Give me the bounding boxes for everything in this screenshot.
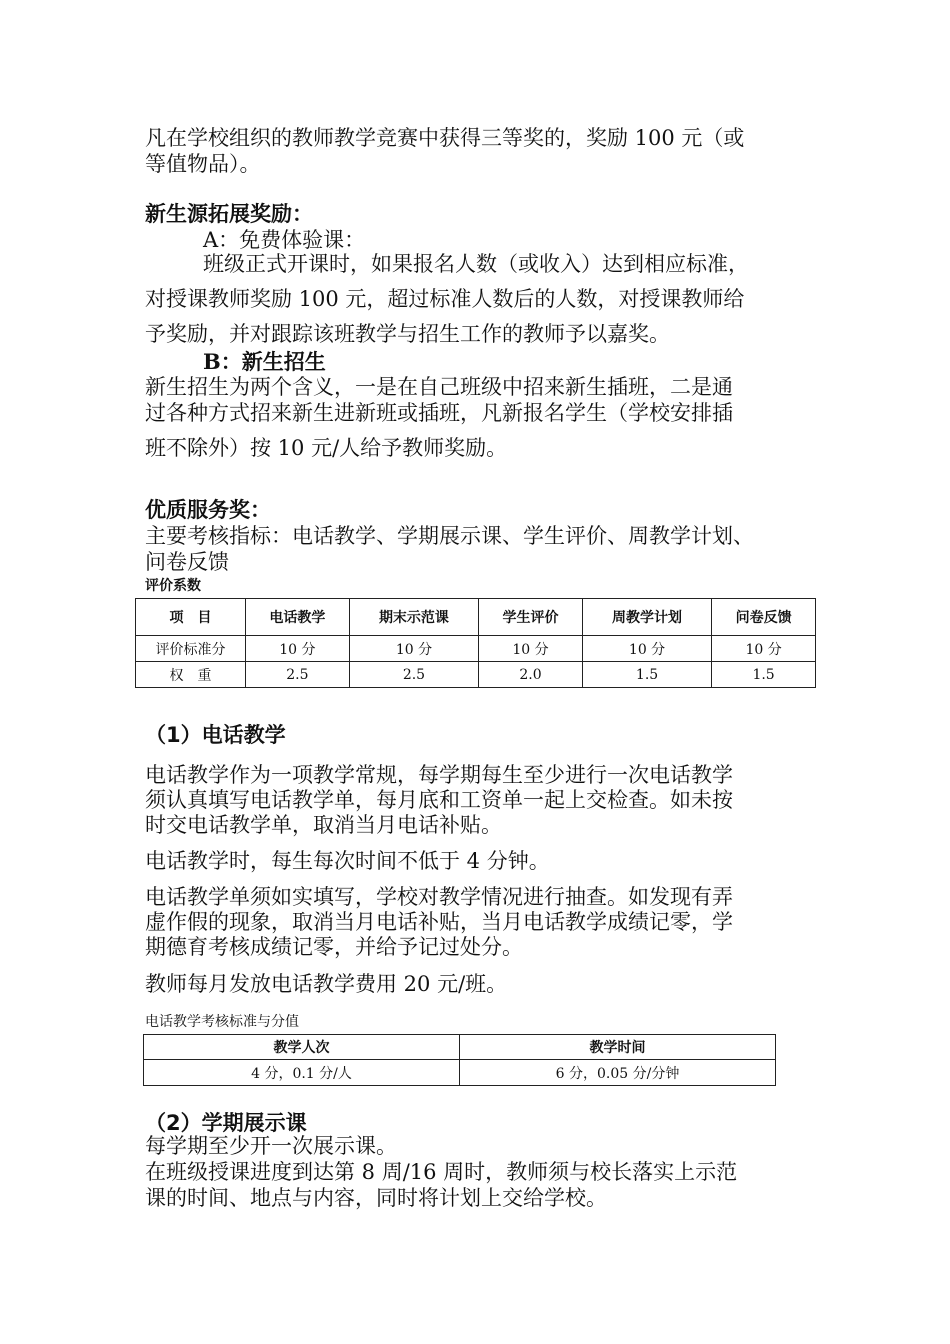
indicator-line: 主要考核指标：电话教学、学期展示课、学生评价、周教学计划、: [145, 524, 754, 548]
table-header-cell: 期末示范课: [349, 599, 478, 636]
table-cell: 10 分: [712, 636, 816, 662]
table-cell: 10 分: [349, 636, 478, 662]
phone-teaching-line: 教师每月发放电话教学费用 20 元/班。: [145, 972, 508, 996]
award-paragraph-line: 等值物品）。: [145, 152, 261, 176]
phone-teaching-table: [143, 1034, 776, 1086]
phone-teaching-line: 电话教学时，每生每次时间不低于 4 分钟。: [145, 849, 550, 873]
table-header-cell: 问卷反馈: [712, 599, 816, 636]
table-caption-evaluation: 评价系数: [145, 578, 201, 594]
table-cell: 2.5: [246, 662, 350, 688]
table-caption-phone: 电话教学考核标准与分值: [145, 1014, 299, 1030]
section-title-quality-service: 优质服务奖：: [145, 498, 271, 522]
section-title-new-students: 新生源拓展奖励：: [145, 202, 313, 226]
indicator-line: 问卷反馈: [145, 550, 229, 574]
subsection-b-label: B：新生招生: [203, 349, 326, 374]
showcase-line: 每学期至少开一次展示课。: [145, 1134, 397, 1158]
table-cell: 2.0: [479, 662, 583, 688]
subsection-b-line: 新生招生为两个含义，一是在自己班级中招来新生插班，二是通: [145, 375, 733, 399]
table-header-cell: 学生评价: [479, 599, 583, 636]
table-cell: 1.5: [582, 662, 711, 688]
subsection-a-line: 班级正式开课时，如果报名人数（或收入）达到相应标准，: [203, 252, 749, 276]
table-cell: 权 重: [136, 662, 246, 688]
table-cell: 评价标准分: [136, 636, 246, 662]
subsection-a-label: A：免费体验课：: [203, 228, 366, 252]
section-title-showcase: （2）学期展示课: [145, 1111, 307, 1135]
section-title-phone-teaching: （1）电话教学: [145, 723, 286, 747]
table-cell: 4 分，0.1 分/人: [144, 1060, 460, 1086]
table-header-cell: 教学人次: [144, 1035, 460, 1060]
table-cell: 2.5: [349, 662, 478, 688]
table-header-cell: 教学时间: [460, 1035, 776, 1060]
phone-teaching-line: 电话教学单须如实填写，学校对教学情况进行抽查。如发现有弄: [145, 885, 733, 909]
showcase-line: 课的时间、地点与内容，同时将计划上交给学校。: [145, 1186, 607, 1210]
table-row: [136, 662, 816, 688]
table-row: [136, 636, 816, 662]
table-header-cell: 周教学计划: [582, 599, 711, 636]
phone-teaching-line: 期德育考核成绩记零，并给予记过处分。: [145, 935, 523, 959]
subsection-a-line: 予奖励，并对跟踪该班教学与招生工作的教师予以嘉奖。: [145, 322, 670, 346]
table-header-row: [136, 599, 816, 636]
phone-teaching-line: 虚作假的现象，取消当月电话补贴，当月电话教学成绩记零，学: [145, 910, 733, 934]
table-cell: 6 分，0.05 分/分钟: [460, 1060, 776, 1086]
award-paragraph-line: 凡在学校组织的教师教学竞赛中获得三等奖的，奖励 100 元（或: [145, 126, 745, 150]
table-cell: 10 分: [246, 636, 350, 662]
subsection-a-line: 对授课教师奖励 100 元，超过标准人数后的人数，对授课教师给: [145, 287, 745, 311]
table-header-cell: 电话教学: [246, 599, 350, 636]
phone-teaching-line: 时交电话教学单，取消当月电话补贴。: [145, 813, 502, 837]
table-header-row: [144, 1035, 776, 1060]
subsection-b-line: 班不除外）按 10 元/人给予教师奖励。: [145, 436, 508, 460]
showcase-line: 在班级授课进度到达第 8 周/16 周时，教师须与校长落实上示范: [145, 1160, 738, 1184]
evaluation-table: [135, 598, 816, 688]
table-row: [144, 1060, 776, 1086]
subsection-b-line: 过各种方式招来新生进新班或插班，凡新报名学生（学校安排插: [145, 401, 733, 425]
table-cell: 10 分: [479, 636, 583, 662]
table-cell: 10 分: [582, 636, 711, 662]
table-header-cell: 项 目: [136, 599, 246, 636]
table-cell: 1.5: [712, 662, 816, 688]
phone-teaching-line: 电话教学作为一项教学常规，每学期每生至少进行一次电话教学: [145, 763, 733, 787]
phone-teaching-line: 须认真填写电话教学单，每月底和工资单一起上交检查。如未按: [145, 788, 733, 812]
